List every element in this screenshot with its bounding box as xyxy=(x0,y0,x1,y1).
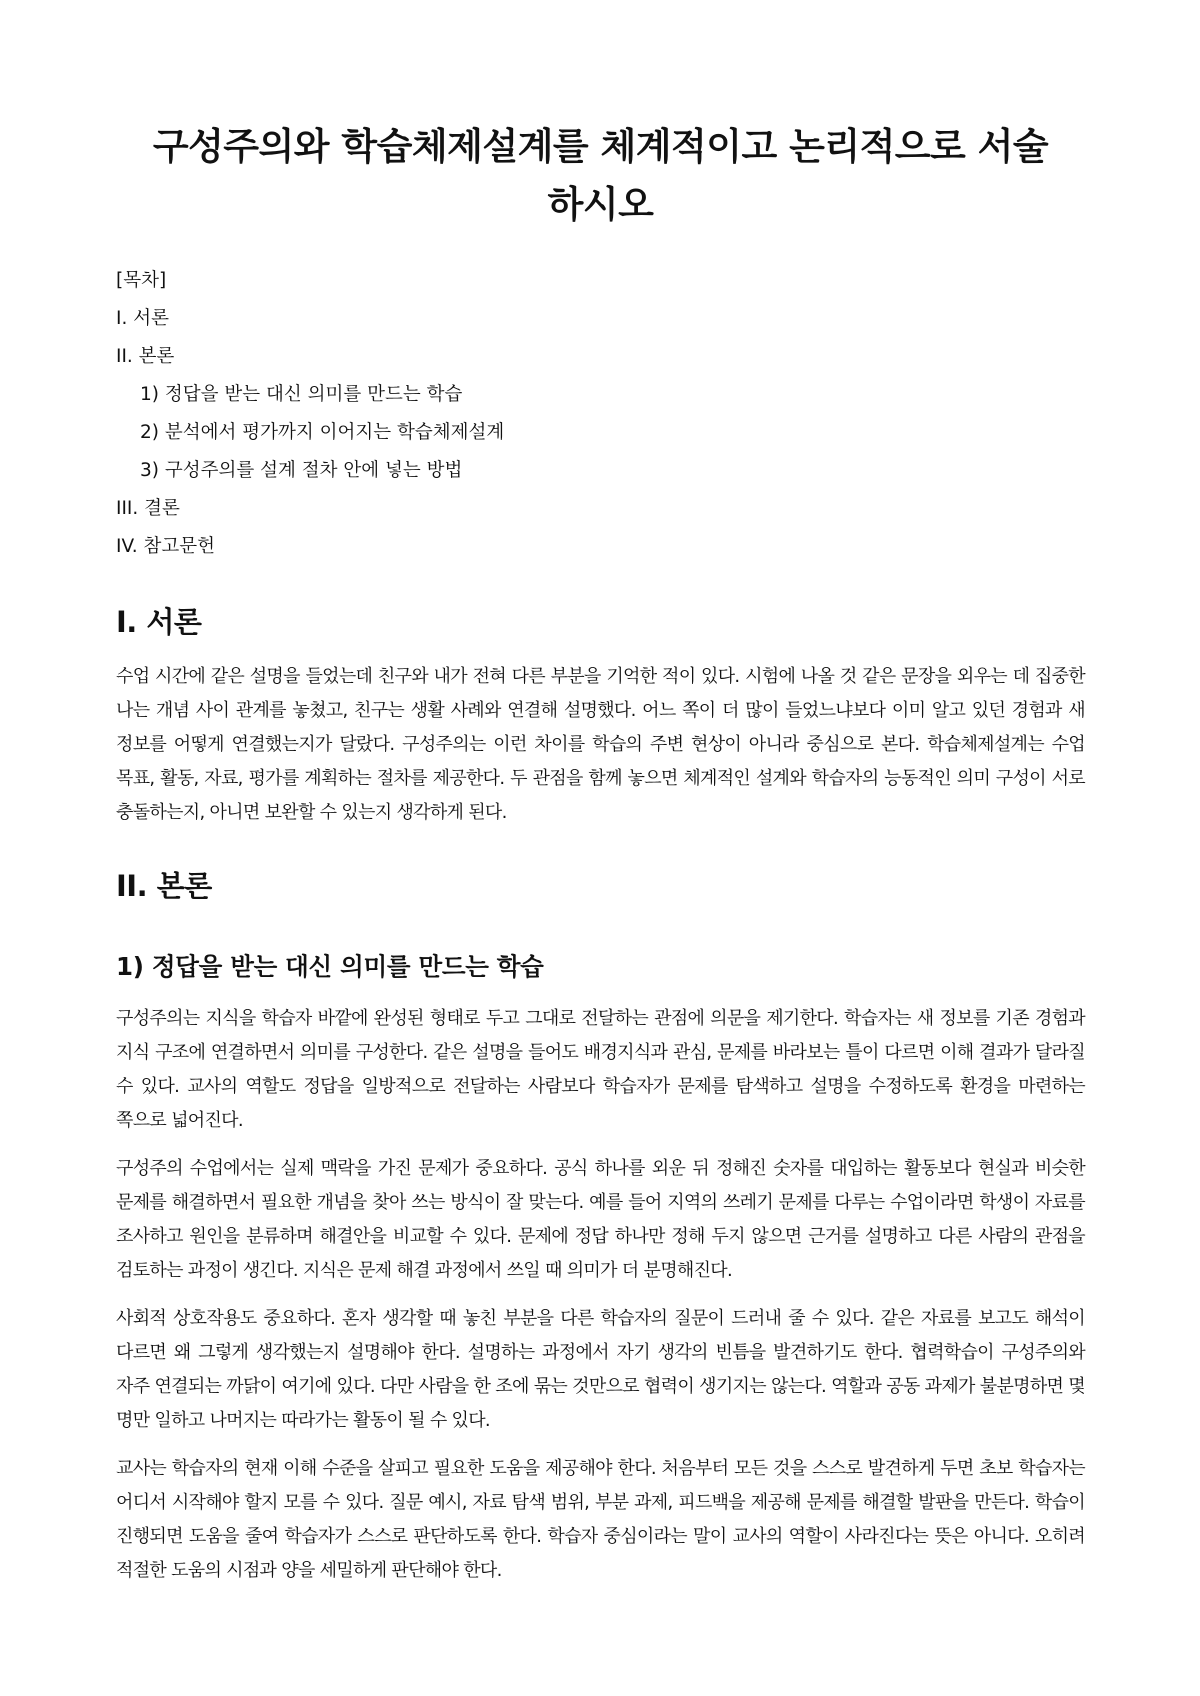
document-title: 구성주의와 학습체제설계를 체계적이고 논리적으로 서술하시오 xyxy=(152,125,1049,226)
toc-item-body-1: 1) 정답을 받는 대신 의미를 만드는 학습 xyxy=(140,384,463,405)
section1-paragraph: 구성주의 수업에서는 실제 맥락을 가진 문제가 중요하다. 공식 하나를 외운 뒤 정해진 숫자를 대입하는 활동보다 현실과 비슷한 문제를 해결하면서 필요한 개념을 찾아 쓰는 방식이 잘 맞는다. 예를 들어 지역의 쓰레기 문제를 다루는 수업이라면 학생이 자료를 조사하고 원인을 분류하며 해결안을 비교할 수 있다. 문제에 정답 하나만 정해 두지 않으면 근거를 설명하고 다른 사람의 관점을 검토하는 과정이 생긴다. 지식은 문제 해결 과정에서 쓰일 때 의미가 더 분명해진다. xyxy=(116,1158,1085,1281)
body-heading: II. 본론 xyxy=(116,869,212,903)
table-of-contents xyxy=(116,262,1085,566)
toc-item-conclusion: III. 결론 xyxy=(116,498,180,519)
toc-item-references: IV. 참고문헌 xyxy=(116,536,215,557)
toc-heading: [목차] xyxy=(116,270,167,291)
toc-item-body: II. 본론 xyxy=(116,346,175,367)
toc-item-body-3: 3) 구성주의를 설계 절차 안에 넣는 방법 xyxy=(140,460,463,481)
section1-paragraph: 사회적 상호작용도 중요하다. 혼자 생각할 때 놓친 부분을 다른 학습자의 질문이 드러내 줄 수 있다. 같은 자료를 보고도 해석이 다르면 왜 그렇게 생각했는지 설명해야 한다. 설명하는 과정에서 자기 생각의 빈틈을 발견하기도 한다. 협력학습이 구성주의와 자주 연결되는 까닭이 여기에 있다. 다만 사람을 한 조에 묶는 것만으로 협력이 생기지는 않는다. 역할과 공동 과제가 불분명하면 몇 명만 일하고 나머지는 따라가는 활동이 될 수 있다. xyxy=(116,1308,1085,1431)
section1-paragraph: 구성주의는 지식을 학습자 바깥에 완성된 형태로 두고 그대로 전달하는 관점에 의문을 제기한다. 학습자는 새 정보를 기존 경험과 지식 구조에 연결하면서 의미를 구성한다. 같은 설명을 들어도 배경지식과 관심, 문제를 바라보는 틀이 다르면 이해 결과가 달라질 수 있다. 교사의 역할도 정답을 일방적으로 전달하는 사람보다 학습자가 문제를 탐색하고 설명을 수정하도록 환경을 마련하는 쪽으로 넓어진다. xyxy=(116,1008,1085,1131)
toc-item-intro: I. 서론 xyxy=(116,308,169,329)
section1-heading: 1) 정답을 받는 대신 의미를 만드는 학습 xyxy=(116,952,544,981)
intro-heading: I. 서론 xyxy=(116,605,202,639)
intro-paragraph: 수업 시간에 같은 설명을 들었는데 친구와 내가 전혀 다른 부분을 기억한 적이 있다. 시험에 나올 것 같은 문장을 외우는 데 집중한 나는 개념 사이 관계를 놓쳤고, 친구는 생활 사례와 연결해 설명했다. 어느 쪽이 더 많이 들었느냐보다 이미 알고 있던 경험과 새 정보를 어떻게 연결했는지가 달랐다. 구성주의는 이런 차이를 학습의 주변 현상이 아니라 중심으로 본다. 학습체제설계는 수업 목표, 활동, 자료, 평가를 계획하는 절차를 제공한다. 두 관점을 함께 놓으면 체계적인 설계와 학습자의 능동적인 의미 구성이 서로 충돌하는지, 아니면 보완할 수 있는지 생각하게 된다. xyxy=(116,666,1085,823)
section1-paragraph: 교사는 학습자의 현재 이해 수준을 살피고 필요한 도움을 제공해야 한다. 처음부터 모든 것을 스스로 발견하게 두면 초보 학습자는 어디서 시작해야 할지 모를 수 있다. 질문 예시, 자료 탐색 범위, 부분 과제, 피드백을 제공해 문제를 해결할 발판을 만든다. 학습이 진행되면 도움을 줄여 학습자가 스스로 판단하도록 한다. 학습자 중심이라는 말이 교사의 역할이 사라진다는 뜻은 아니다. 오히려 적절한 도움의 시점과 양을 세밀하게 판단해야 한다. xyxy=(116,1458,1085,1581)
toc-item-body-2: 2) 분석에서 평가까지 이어지는 학습체제설계 xyxy=(140,422,505,443)
